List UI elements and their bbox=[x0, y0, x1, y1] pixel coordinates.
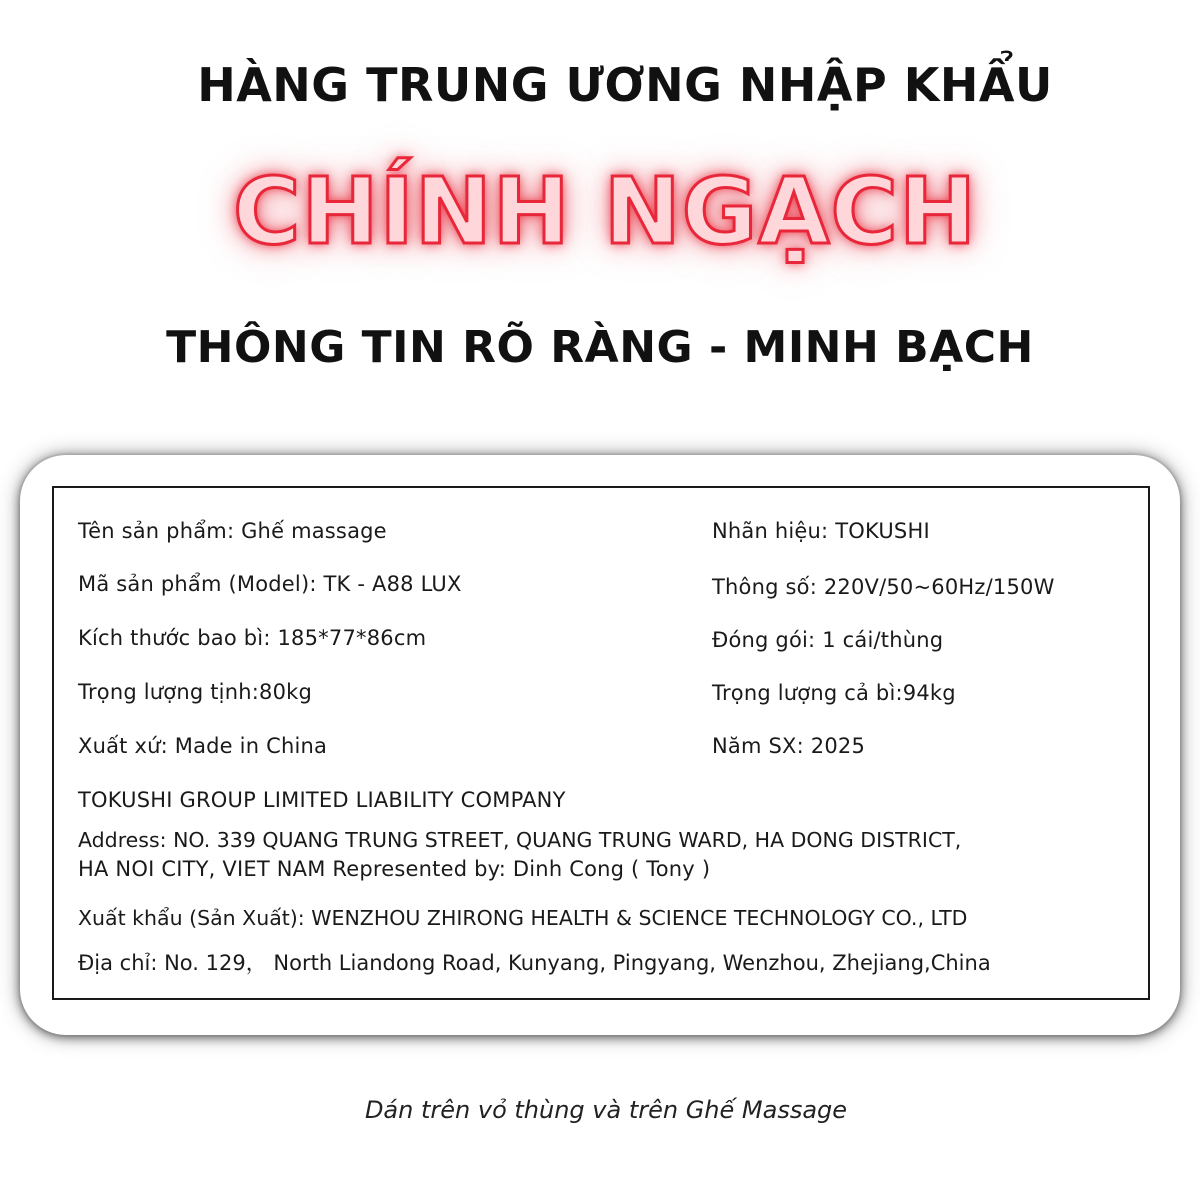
heading-main: CHÍNH NGẠCH bbox=[233, 158, 977, 265]
company-address-line2: HA NOI CITY, VIET NAM Represented by: Dinh Cong ( Tony ) bbox=[78, 857, 711, 881]
heading-top: HÀNG TRUNG ƯƠNG NHẬP KHẨU bbox=[197, 58, 1053, 112]
spec-product-name: Tên sản phẩm: Ghế massage bbox=[78, 519, 387, 543]
spec-power: Thông số: 220V/50~60Hz/150W bbox=[712, 575, 1055, 599]
spec-package-size: Kích thước bao bì: 185*77*86cm bbox=[78, 626, 427, 650]
exporter-address: Địa chỉ: No. 129， North Liandong Road, Kunyang, Pingyang, Wenzhou, Zhejiang,China bbox=[78, 951, 991, 975]
spec-model: Mã sản phẩm (Model): TK - A88 LUX bbox=[78, 572, 462, 596]
spec-origin: Xuất xứ: Made in China bbox=[78, 734, 328, 758]
exporter: Xuất khẩu (Sản Xuất): WENZHOU ZHIRONG HEALTH & SCIENCE TECHNOLOGY CO., LTD bbox=[78, 906, 968, 930]
footer-note: Dán trên vỏ thùng và trên Ghế Massage bbox=[364, 1096, 848, 1124]
company-address-line1: Address: NO. 339 QUANG TRUNG STREET, QUANG TRUNG WARD, HA DONG DISTRICT, bbox=[78, 828, 962, 852]
company-name: TOKUSHI GROUP LIMITED LIABILITY COMPANY bbox=[78, 788, 566, 812]
spec-production-year: Năm SX: 2025 bbox=[712, 734, 866, 758]
spec-net-weight: Trọng lượng tịnh:80kg bbox=[78, 680, 313, 704]
heading-sub: THÔNG TIN RÕ RÀNG - MINH BẠCH bbox=[166, 322, 1034, 373]
spec-gross-weight: Trọng lượng cả bì:94kg bbox=[712, 681, 956, 705]
spec-packing: Đóng gói: 1 cái/thùng bbox=[712, 628, 944, 652]
spec-brand: Nhãn hiệu: TOKUSHI bbox=[712, 519, 930, 543]
